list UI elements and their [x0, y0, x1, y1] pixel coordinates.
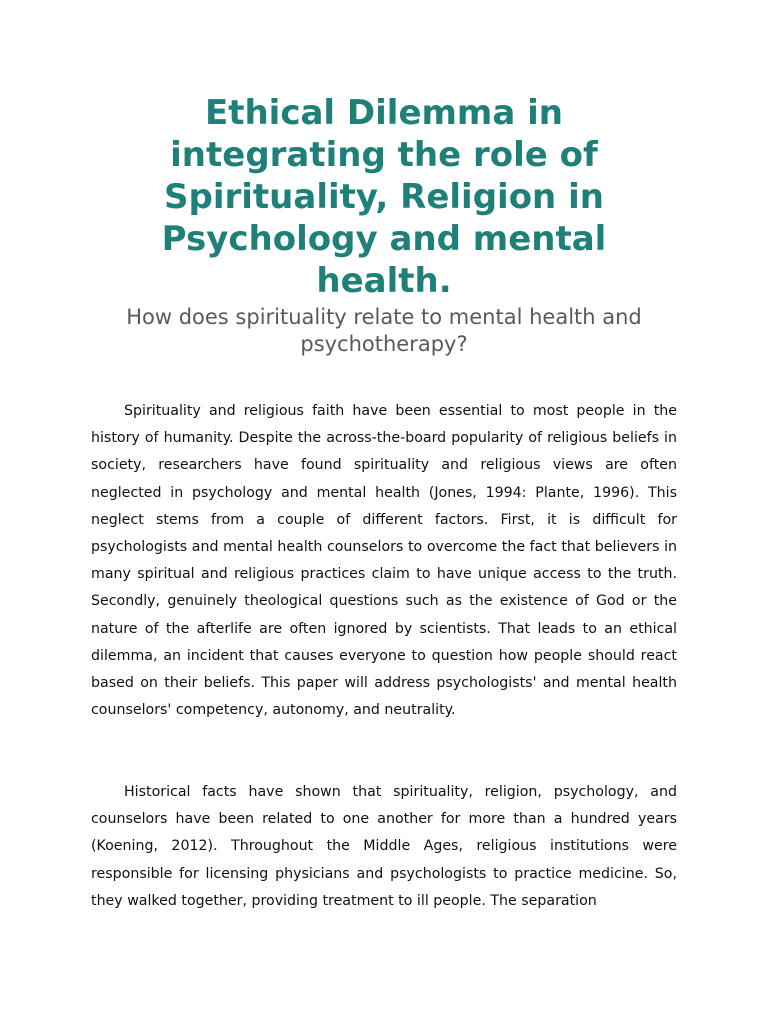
body-paragraph-2: Historical facts have shown that spirituality, religion, psychology, and counselors have been related to one another for more than a hundred years (Koening, 2012). Throughout the Middle Ages, religious institutions were responsible for licensing physicians and psychologists to practice medicine. So, they walked together, providing treatment to ill people. The separation	[91, 784, 677, 909]
document-title: Ethical Dilemma in integrating the role of Spirituality, Religion in Psychology and mental health.	[161, 93, 607, 301]
body-paragraph-1: Spirituality and religious faith have been essential to most people in the history of humanity. Despite the across-the-board popularity of religious beliefs in society, researchers have found spirituality and religious views are often neglected in psychology and mental health (Jones, 1994: Plante, 1996). This neglect stems from a couple of different factors. First, it is difficult for psychologists and mental health counselors to overcome the fact that believers in many spiritual and religious practices claim to have unique access to the truth. Secondly, genuinely theological questions such as the existence of God or the nature of the afterlife are often ignored by scientists. That leads to an ethical dilemma, an incident that causes everyone to question how people should react based on their beliefs. This paper will address psychologists' and mental health counselors' competency, autonomy, and neutrality.	[91, 403, 677, 719]
document-subtitle: How does spirituality relate to mental health and psychotherapy?	[126, 305, 642, 356]
